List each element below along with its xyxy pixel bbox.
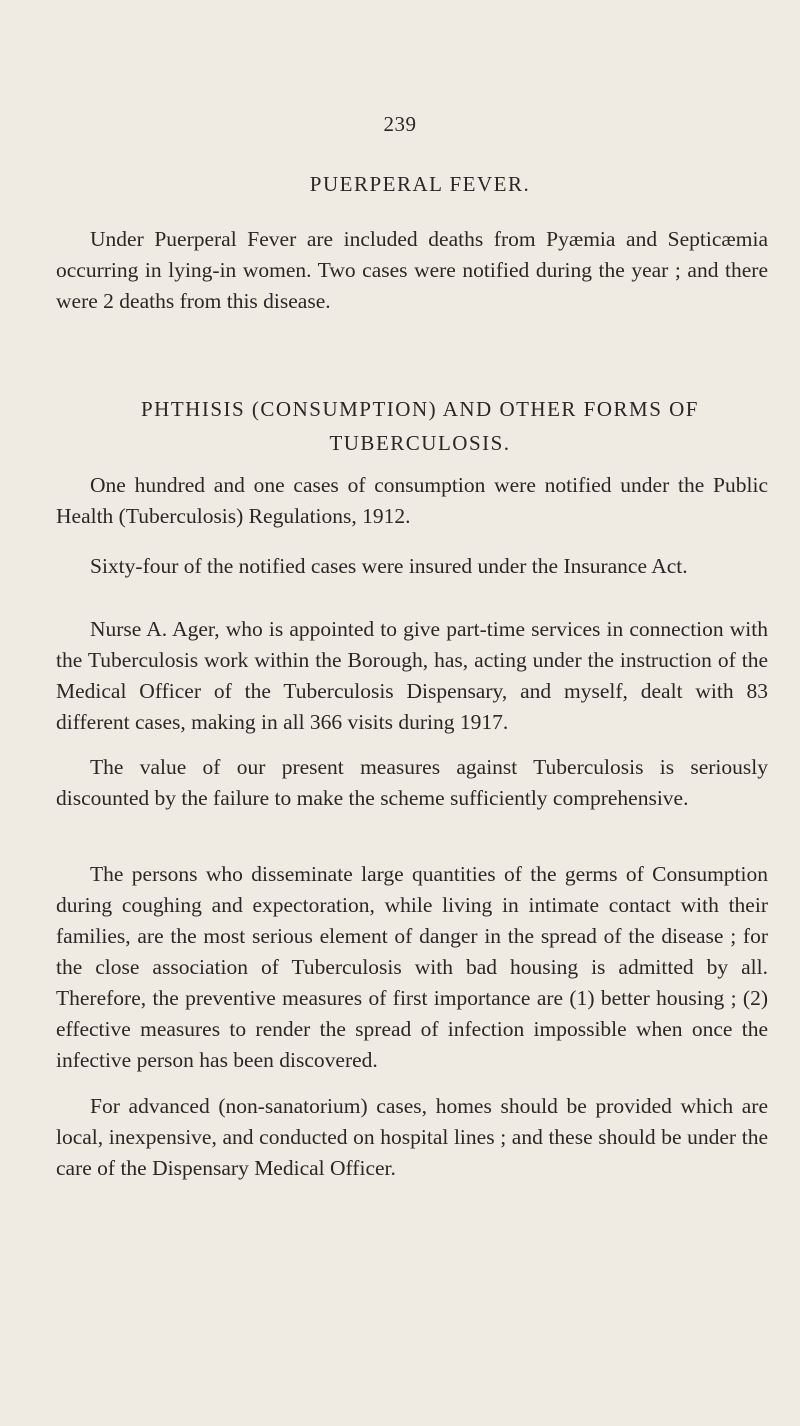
paragraph-measures-value: The value of our present measures against Tuberculosis is seriously discounted by the failure to make the scheme sufficiently comprehensive. [56,755,768,810]
section-heading-phthisis: PHTHISIS (CONSUMPTION) AND OTHER FORMS OF TUBERCULOSIS. [141,397,699,455]
paragraph-insured-cases: Sixty-four of the notified cases were insured under the Insurance Act. [90,554,688,578]
paragraph-advanced-cases: For advanced (non-sanatorium) cases, homes should be provided which are local, inexpensive, and conducted on hospital lines ; and these should be under the care of the Dispensary Medical Officer. [56,1094,768,1180]
paragraph-nurse-visits: Nurse A. Ager, who is appointed to give part-time services in connection with the Tuberculosis work within the Borough, has, acting under the instruction of the Medical Officer of the Tuberculosis Dispensary, and myself, dealt with 83 different cases, making in all 366 visits during 1917. [56,617,768,734]
section-heading-puerperal-fever: PUERPERAL FEVER. [309,172,531,196]
paragraph-consumption-notified: One hundred and one cases of consumption were notified under the Public Health (Tuberculosis) Regulations, 1912. [56,473,768,528]
paragraph-preventive-measures: The persons who disseminate large quantities of the germs of Consumption during coughing and expectoration, while living in intimate contact with their families, are the most serious element of danger in the spread of the disease ; for the close association of Tuberculosis with bad housing is admitted by all. Therefore, the preventive measures of first importance are (1) better housing ; (2) effective measures to render the spread of infection impossible when once the infective person has been discovered. [56,862,768,1072]
page-number: 239 [383,112,417,136]
paragraph-puerperal-fever: Under Puerperal Fever are included deaths from Pyæmia and Septicæmia occurring in lying-in women. Two cases were notified during the year ; and there were 2 deaths from this disease. [56,227,768,313]
